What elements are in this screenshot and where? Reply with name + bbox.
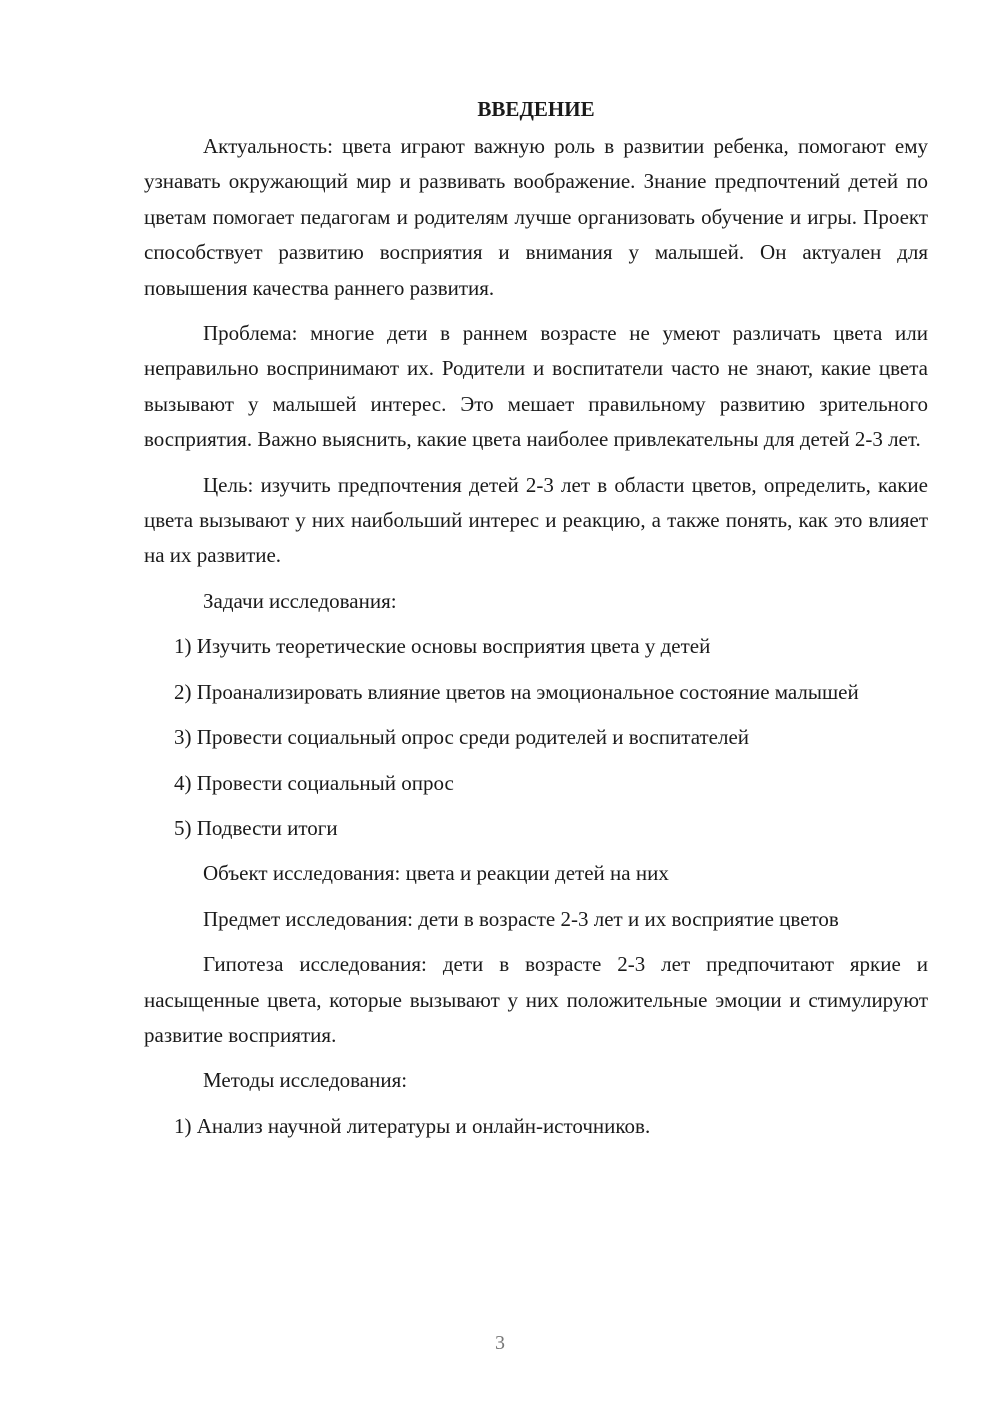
goal-paragraph: Цель: изучить предпочтения детей 2-3 лет в области цветов, определить, какие цвета вызывают у них наибольший интерес и реакцию, а также понять, как это влияет на их развитие.: [144, 472, 928, 568]
document-page: [144, 92, 928, 1154]
method-item-1: 1) Анализ научной литературы и онлайн-источников.: [174, 1113, 651, 1138]
subject-paragraph: Предмет исследования: дети в возрасте 2-3 лет и их восприятие цветов: [203, 906, 839, 931]
task-item-3: 3) Провести социальный опрос среди родителей и воспитателей: [174, 725, 750, 750]
object-paragraph: Объект исследования: цвета и реакции детей на них: [203, 861, 669, 886]
task-item-5: 5) Подвести итоги: [174, 815, 338, 840]
tasks-title: Задачи исследования:: [203, 588, 397, 613]
methods-title: Методы исследования:: [203, 1068, 408, 1093]
task-item-1: 1) Изучить теоретические основы восприятия цвета у детей: [174, 634, 711, 659]
hypothesis-paragraph: Гипотеза исследования: дети в возрасте 2-3 лет предпочитают яркие и насыщенные цвета, которые вызывают у них положительные эмоции и стимулируют развитие восприятия.: [144, 952, 928, 1047]
task-item-2: 2) Проанализировать влияние цветов на эмоциональное состояние малышей: [174, 679, 859, 704]
page-number: 3: [495, 1332, 505, 1354]
section-heading: ВВЕДЕНИЕ: [477, 97, 595, 121]
problem-paragraph: Проблема: многие дети в раннем возрасте не умеют различать цвета или неправильно воспринимают их. Родители и воспитатели часто не знают, какие цвета вызывают у малышей интерес. Это мешает правильному развитию зрительного восприятия. Важно выяснить, какие цвета наиболее привлекательны для детей 2-3 лет.: [144, 321, 928, 452]
task-item-4: 4) Провести социальный опрос: [174, 770, 454, 795]
relevance-paragraph: Актуальность: цвета играют важную роль в развитии ребенка, помогают ему узнавать окружающий мир и развивать воображение. Знание предпочтений детей по цветам помогает педагогам и родителям лучше организовать обучение и игры. Проект способствует развитию восприятия и внимания у малышей. Он актуален для повышения качества раннего развития.: [144, 134, 928, 300]
